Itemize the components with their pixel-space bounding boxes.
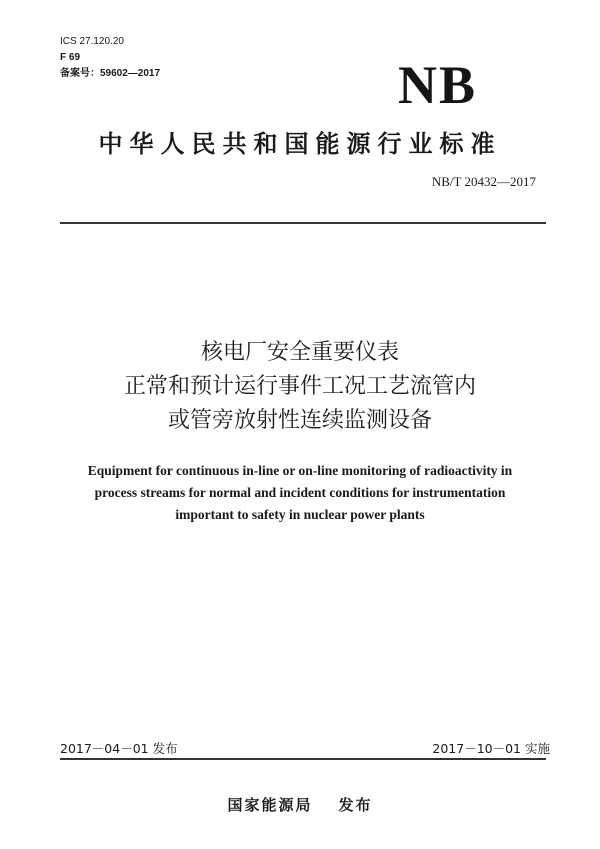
industry-standard-title: 中华人民共和国能源行业标准 <box>98 130 502 158</box>
chinese-title-line: 正常和预计运行事件工况工艺流管内 <box>123 374 476 399</box>
english-title-line: process streams for normal and incident conditions for instrumentation <box>94 485 506 500</box>
chinese-title-line: 核电厂安全重要仪表 <box>200 340 399 365</box>
chinese-title <box>40 336 560 438</box>
implement-date: 2017－10－01 实施 <box>432 741 550 756</box>
issuer-line <box>0 794 600 815</box>
filing-number: 备案号：59602—2017 <box>60 68 161 79</box>
standard-number: NB/T 20432—2017 <box>431 174 536 189</box>
issuer-action: 发布 <box>338 796 373 814</box>
publish-date: 2017－04－01 发布 <box>60 741 178 756</box>
nb-logo: NB <box>398 55 478 115</box>
chinese-title-line: 或管旁放射性连续监测设备 <box>167 408 432 433</box>
issuer-name: 国家能源局 <box>227 796 313 814</box>
footer-divider <box>60 758 546 760</box>
english-title <box>30 460 570 526</box>
english-title-line: Equipment for continuous in-line or on-line monitoring of radioactivity in <box>87 463 513 478</box>
ics-code: ICS 27.120.20 <box>60 36 124 47</box>
class-code: F 69 <box>60 52 81 63</box>
header-divider <box>60 222 546 224</box>
english-title-line: important to safety in nuclear power plants <box>175 507 425 522</box>
classification-block <box>60 34 160 82</box>
